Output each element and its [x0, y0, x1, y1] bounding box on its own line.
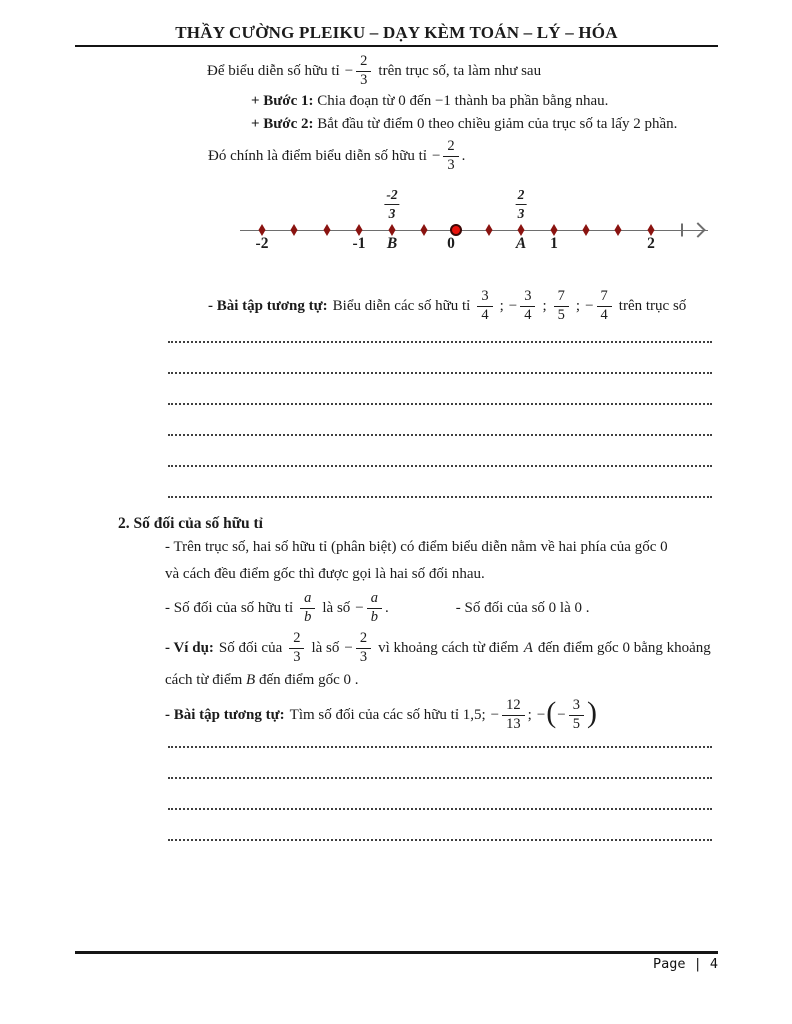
fraction-3-4: $\frac{3}{4}$: [477, 289, 492, 324]
result-text-pre: Đó chính là điểm biểu diễn số hữu tỉ: [208, 148, 427, 164]
exercise-1-tail: trên trục số: [618, 298, 687, 314]
fraction-neg-two-thirds: [345, 54, 374, 89]
tick-diamond-icon: [582, 224, 589, 236]
tick-label-neg2: -2: [255, 235, 269, 252]
example-label: - Ví dụ:: [165, 640, 214, 656]
fraction-neg-3-4: − $\frac{3}{4}$: [509, 289, 538, 324]
intro-text-post: trên trục số, ta làm như sau: [378, 63, 542, 79]
point-B-reference: B: [246, 672, 256, 688]
fraction-neg-two-thirds: [432, 139, 465, 174]
answer-line: [168, 748, 712, 779]
example-mid: là số: [311, 640, 340, 656]
minus-sign: −: [490, 707, 500, 723]
fraction-neg-12-13: − $\frac{12}{13}$ ;: [490, 696, 532, 732]
fraction-neg-a-b: − $\frac{a}{b}$ .: [355, 589, 389, 625]
fraction-neg-2-3: − $\frac{2}{3}$: [344, 631, 373, 666]
example-post1: vì khoảng cách từ điểm: [378, 640, 519, 656]
minus-sign: −: [344, 640, 353, 656]
opposite-pre: - Số đối của số hữu tỉ: [165, 600, 294, 616]
minus-sign: −: [344, 63, 354, 79]
tick-diamond-icon: [485, 224, 492, 236]
answer-lines-group-1: [168, 328, 712, 498]
answer-line: [168, 343, 712, 374]
tick-label-zero: 0: [447, 235, 455, 252]
period: .: [385, 600, 389, 616]
answer-line: [168, 374, 712, 405]
tick-diamond-icon: [420, 224, 427, 236]
answer-line: [168, 467, 712, 498]
opposite-definition-line: [165, 588, 792, 628]
close-paren: ): [587, 696, 597, 729]
open-paren: (: [546, 696, 557, 729]
fraction-label-above-B: $\frac{-2}{3}$: [386, 187, 398, 221]
answer-line: [168, 405, 712, 436]
minus-sign: −: [431, 148, 441, 164]
tick-label-B: B: [386, 235, 398, 252]
separator: ;: [499, 298, 504, 314]
exercise-1-label: - Bài tập tương tự:: [208, 298, 328, 314]
answer-lines-group-2: [168, 738, 712, 841]
tick-label-two: 2: [647, 235, 655, 252]
minus-sign: −: [508, 298, 518, 314]
example-pre: Số đối của: [218, 640, 283, 656]
step-2-label: + Bước 2:: [251, 116, 314, 132]
minus-sign: −: [585, 298, 594, 314]
neg-paren-neg-3-5: − ( − $\frac{3}{5}$ ): [536, 696, 597, 732]
example-line2-pre: cách từ điểm: [165, 672, 243, 688]
separator: ;: [542, 298, 547, 314]
exercise-2-lead: Tìm số đối của các số hữu tỉ 1,5;: [289, 707, 486, 723]
fraction-label-above-A: $\frac{2}{3}$: [517, 187, 525, 221]
answer-line: [168, 436, 712, 467]
answer-line: [168, 810, 712, 841]
axis-end-tick: [681, 224, 683, 237]
intro-line: [207, 52, 792, 90]
example-post2: đến điểm gốc 0 bằng khoảng: [537, 640, 711, 656]
axis-arrow-icon: [690, 222, 706, 238]
tick-label-neg1: -1: [352, 235, 366, 252]
step-1-text: Chia đoạn từ 0 đến −1 thành ba phần bằng nhau.: [317, 93, 609, 109]
exercise-1-line: [208, 284, 792, 328]
number-line-diagram: [240, 184, 730, 262]
minus-sign: −: [557, 707, 566, 723]
fraction-7-5: $\frac{7}{5}$: [554, 289, 569, 324]
answer-line: [168, 738, 712, 748]
separator: ;: [527, 707, 532, 723]
opposite-mid: là số: [322, 600, 351, 616]
step-2: [251, 113, 792, 136]
step-1: [251, 90, 792, 113]
step-result-line: [208, 136, 792, 176]
intro-text-pre: Để biểu diễn số hữu tỉ: [207, 63, 340, 79]
fraction-a-b: $\frac{a}{b}$: [300, 591, 315, 626]
page-header: [75, 0, 718, 47]
page-title: THẦY CƯỜNG PLEIKU – DẠY KÈM TOÁN – LÝ – HÓA: [175, 23, 618, 42]
step-2-text: Bắt đầu từ điểm 0 theo chiều giảm của trục số ta lấy 2 phần.: [317, 116, 678, 132]
example-line-2: [165, 668, 792, 692]
tick-diamond-icon: [323, 224, 330, 236]
point-A-reference: A: [523, 640, 533, 656]
section-2-paragraph-line-1: - Trên trục số, hai số hữu tỉ (phân biệt) có điểm biểu diễn nằm về hai phía của gốc 0: [165, 539, 668, 555]
example-line-1: [165, 628, 792, 668]
fraction-2-3: $\frac{2}{3}$: [289, 631, 304, 666]
fraction-numerator: 2: [356, 54, 371, 72]
example-line2-post: đến điểm gốc 0 .: [258, 672, 359, 688]
exercise-2-line: [165, 692, 792, 738]
fraction-neg-7-4: − $\frac{7}{4}$: [585, 289, 614, 324]
tick-label-A: A: [515, 235, 527, 252]
separator: ;: [575, 298, 581, 314]
axis-line: [240, 230, 708, 232]
exercise-2-label: - Bài tập tương tự:: [165, 707, 285, 723]
tick-diamond-icon: [290, 224, 297, 236]
section-2-paragraph-line-2: và cách đều điểm gốc thì được gọi là hai số đối nhau.: [165, 566, 485, 582]
fraction-numerator: 2: [443, 139, 458, 157]
tick-label-one: 1: [550, 235, 558, 252]
answer-line: [168, 779, 712, 810]
period: .: [461, 148, 466, 164]
tick-diamond-icon: [614, 224, 621, 236]
fraction-denominator: 3: [360, 71, 368, 88]
fraction-denominator: 3: [447, 156, 455, 173]
page-number: Page | 4: [652, 956, 718, 972]
step-1-label: + Bước 1:: [251, 93, 314, 109]
page-footer: [75, 951, 718, 973]
opposite-zero-note: - Số đối của số 0 là 0 .: [455, 600, 590, 616]
answer-line: [168, 328, 712, 343]
exercise-1-lead: Biểu diễn các số hữu tỉ: [332, 298, 471, 314]
minus-sign: −: [355, 600, 364, 616]
section-2-heading: 2. Số đối của số hữu tỉ: [118, 515, 263, 532]
minus-sign: −: [536, 707, 546, 723]
